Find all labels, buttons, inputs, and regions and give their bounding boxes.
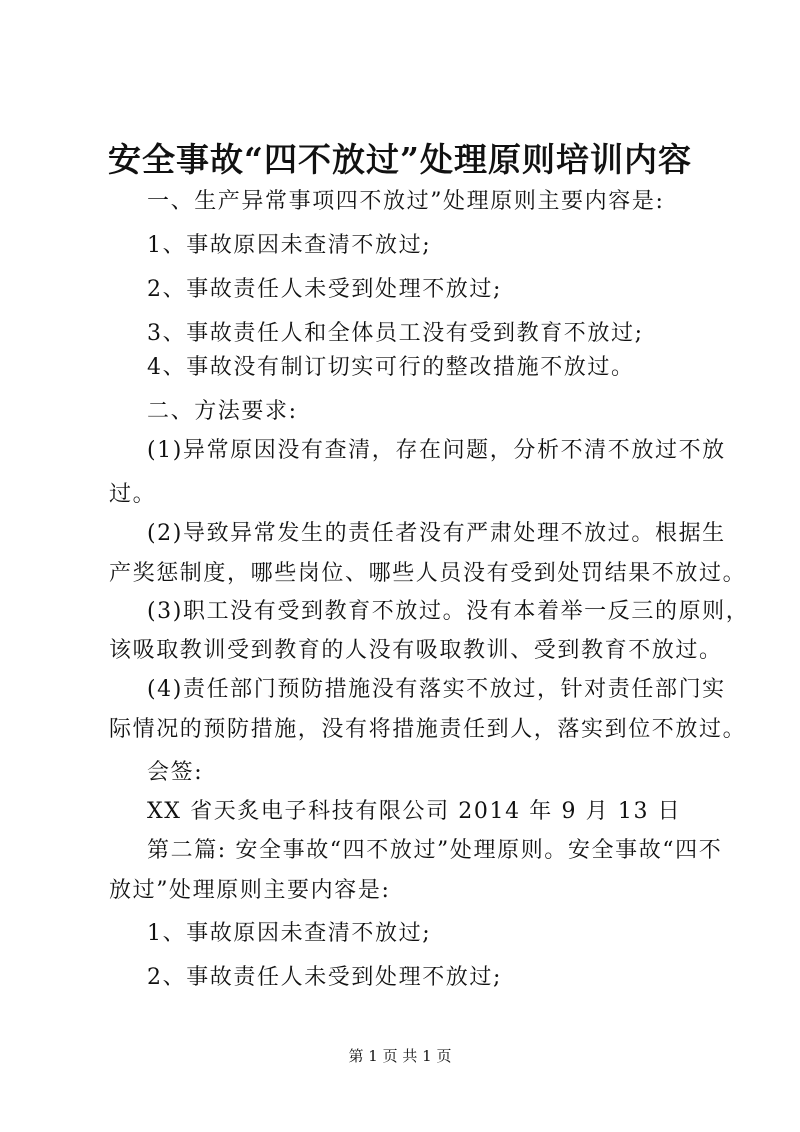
text-line-20: 2、事故责任人未受到处理不放过;	[147, 965, 503, 990]
text-line-8: 过。	[109, 482, 157, 507]
text-line-13: (4)责任部门预防措施没有落实不放过，针对责任部门实	[147, 677, 726, 702]
text-line-12: 该吸取教训受到教育的人没有吸取教训、受到教育不放过。	[109, 638, 723, 663]
text-line-3: 2、事故责任人未受到处理不放过;	[147, 277, 503, 302]
page-number-footer: 第 1 页 共 1 页	[348, 1047, 452, 1065]
text-line-6: 二、方法要求:	[147, 399, 298, 424]
text-line-10: 产奖惩制度，哪些岗位、哪些人员没有受到处罚结果不放过。	[109, 561, 747, 586]
text-line-2: 1、事故原因未查清不放过;	[147, 233, 432, 258]
text-line-1: 一、生产异常事项四不放过”处理原则主要内容是:	[147, 189, 665, 214]
text-line-14: 际情况的预防措施，没有将措施责任到人，落实到位不放过。	[109, 717, 747, 742]
text-line-11: (3)职工没有受到教育不放过。没有本着举一反三的原则，	[147, 599, 750, 624]
text-line-4: 3、事故责任人和全体员工没有受到教育不放过;	[147, 321, 644, 346]
text-line-7: (1)异常原因没有查清，存在问题，分析不清不放过不放	[147, 438, 726, 463]
text-line-17: 第二篇: 安全事故“四不放过”处理原则。安全事故“四不	[147, 838, 723, 863]
document-title: 安全事故“四不放过”处理原则培训内容	[108, 140, 692, 179]
text-line-5: 4、事故没有制订切实可行的整改措施不放过。	[147, 355, 635, 380]
text-line-18: 放过”处理原则主要内容是:	[109, 878, 391, 903]
text-line-19: 1、事故原因未查清不放过;	[147, 921, 432, 946]
text-line-15: 会签:	[147, 760, 204, 785]
text-line-16: XX 省天炙电子科技有限公司 2014 年 9 月 13 日	[147, 799, 682, 824]
text-line-9: (2)导致异常发生的责任者没有严肃处理不放过。根据生	[147, 521, 726, 546]
